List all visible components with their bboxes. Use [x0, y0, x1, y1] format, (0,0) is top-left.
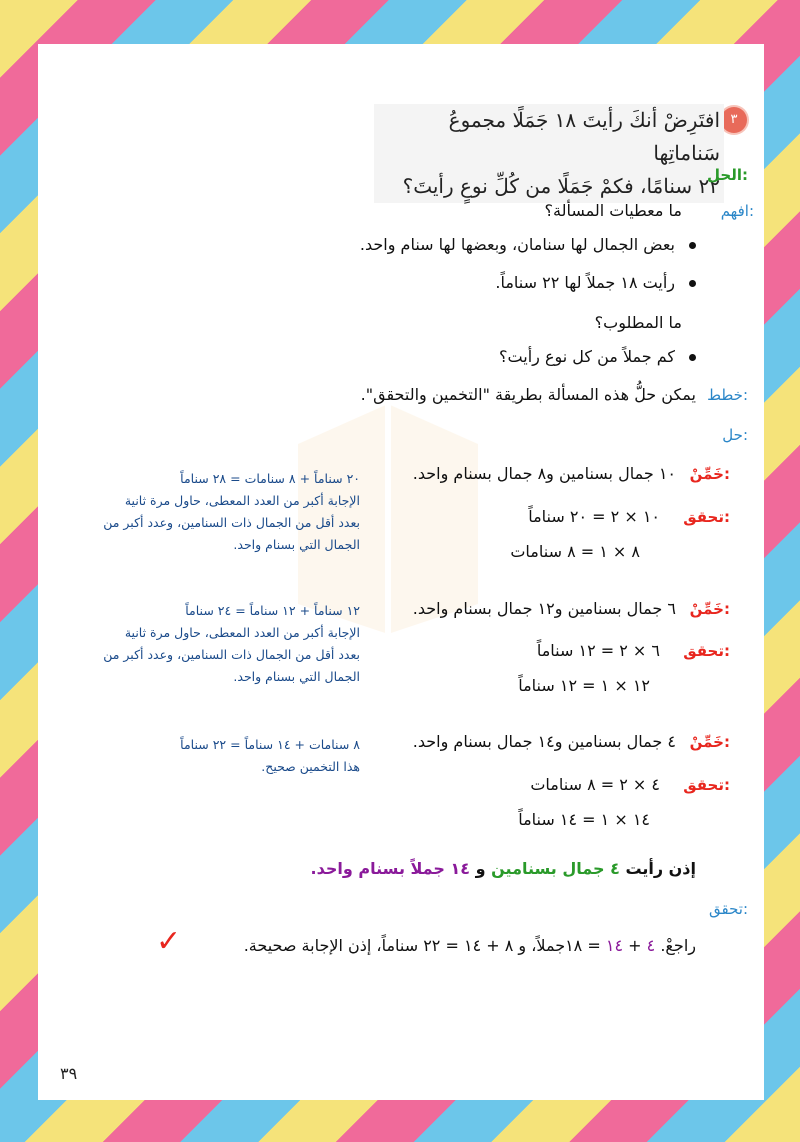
- understand-question-1: ما معطيات المسألة؟: [544, 201, 682, 220]
- verify-line-2a: ٦ × ٢ = ١٢ سناماً: [536, 641, 660, 660]
- solution-label: الحل:: [707, 166, 748, 184]
- note-line: بعدد أقل من الجمال ذات السنامين، وعدد أكبر من: [103, 515, 360, 530]
- conclusion-two-hump: ٤ جمال بسنامين: [491, 859, 620, 878]
- plan-label: خطط:: [707, 386, 748, 404]
- review-plus: +: [628, 936, 642, 955]
- understand-label: افهم:: [720, 202, 754, 220]
- conclusion: [311, 859, 696, 878]
- note-line: ١٢ سناماً + ١٢ سناماً = ٢٤ سناماً: [185, 603, 360, 618]
- note-line: الجمال التي بسنام واحد.: [233, 537, 360, 552]
- guess-label-2: خَمِّنْ:: [689, 600, 730, 618]
- note-line: هذا التخمين صحيح.: [261, 759, 360, 774]
- verify-label-2: تحقق:: [683, 642, 730, 660]
- page-number: ٣٩: [60, 1064, 78, 1083]
- note-block-3: [70, 734, 360, 778]
- verify-line-3a: ٤ × ٢ = ٨ سنامات: [530, 775, 660, 794]
- guess-text-1: ١٠ جمال بسنامين و٨ جمال بسنام واحد.: [412, 464, 676, 483]
- conclusion-and: و: [475, 859, 486, 878]
- conclusion-one-hump: ١٤ جملاً بسنام واحد.: [310, 859, 471, 878]
- verify-label-1: تحقق:: [683, 508, 730, 526]
- note-block-2: [70, 600, 360, 688]
- bullet-dot: [689, 354, 696, 361]
- bullet-text: كم جملاً من كل نوع رأيت؟: [499, 347, 675, 366]
- note-line: الإجابة أكبر من العدد المعطى، حاول مرة ثانية: [124, 493, 360, 508]
- bullet-text: رأيت ١٨ جملاً لها ٢٢ سناماً.: [495, 273, 675, 292]
- understand-bullet-3: [499, 347, 696, 366]
- verify-line-2b: ١٢ × ١ = ١٢ سناماً: [518, 676, 650, 695]
- note-line: ٢٠ سناماً + ٨ سنامات = ٢٨ سناماً: [180, 471, 360, 486]
- understand-bullet-1: [360, 235, 696, 254]
- review-line: [244, 936, 696, 955]
- guess-text-3: ٤ جمال بسنامين و١٤ جمال بسنام واحد.: [412, 732, 676, 751]
- verify-line-1a: ١٠ × ٢ = ٢٠ سناماً: [528, 507, 660, 526]
- page-sheet: [38, 44, 764, 1100]
- check-label: تحقق:: [708, 900, 748, 918]
- bullet-dot: [689, 280, 696, 287]
- problem-line-1: افتَرِضْ أنكَ رأيتَ ١٨ جَمَلًا مجموعُ سَناماتِها: [448, 108, 720, 165]
- plan-text: يمكن حلُّ هذه المسألة بطريقة "التخمين والتحقق".: [360, 385, 696, 404]
- checkmark-icon: ✓: [156, 924, 182, 959]
- verify-label-3: تحقق:: [683, 776, 730, 794]
- guess-text-2: ٦ جمال بسنامين و١٢ جمال بسنام واحد.: [412, 599, 676, 618]
- solve-label: حل:: [722, 426, 748, 444]
- review-number-1: ٤: [646, 936, 656, 955]
- understand-question-2: ما المطلوب؟: [594, 313, 682, 332]
- review-number-2: ١٤: [605, 936, 624, 955]
- verify-line-1b: ٨ × ١ = ٨ سنامات: [510, 542, 640, 561]
- note-line: الجمال التي بسنام واحد.: [233, 669, 360, 684]
- guess-label-3: خَمِّنْ:: [689, 733, 730, 751]
- conclusion-prefix: إذن رأيت: [625, 859, 696, 878]
- note-line: بعدد أقل من الجمال ذات السنامين، وعدد أكبر من: [103, 647, 360, 662]
- note-block-1: [70, 468, 360, 556]
- problem-line-2: ٢٢ سنامًا، فكمْ جَمَلًا من كُلِّ نوعٍ رأيتَ؟: [402, 174, 720, 198]
- problem-number-badge: ٣: [721, 107, 747, 133]
- review-rest: = ١٨جملاً، و ٨ + ١٤ = ٢٢ سناماً، إذن الإجابة صحيحة.: [243, 936, 601, 955]
- note-line: الإجابة أكبر من العدد المعطى، حاول مرة ثانية: [124, 625, 360, 640]
- review-prefix: راجعْ.: [660, 936, 696, 955]
- note-line: ٨ سنامات + ١٤ سناماً = ٢٢ سناماً: [180, 737, 360, 752]
- guess-label-1: خَمِّنْ:: [689, 465, 730, 483]
- verify-line-3b: ١٤ × ١ = ١٤ سناماً: [518, 810, 650, 829]
- understand-bullet-2: [495, 273, 696, 292]
- problem-statement: [374, 104, 724, 203]
- bullet-text: بعض الجمال لها سنامان، وبعضها لها سنام واحد.: [359, 235, 675, 254]
- bullet-dot: [689, 242, 696, 249]
